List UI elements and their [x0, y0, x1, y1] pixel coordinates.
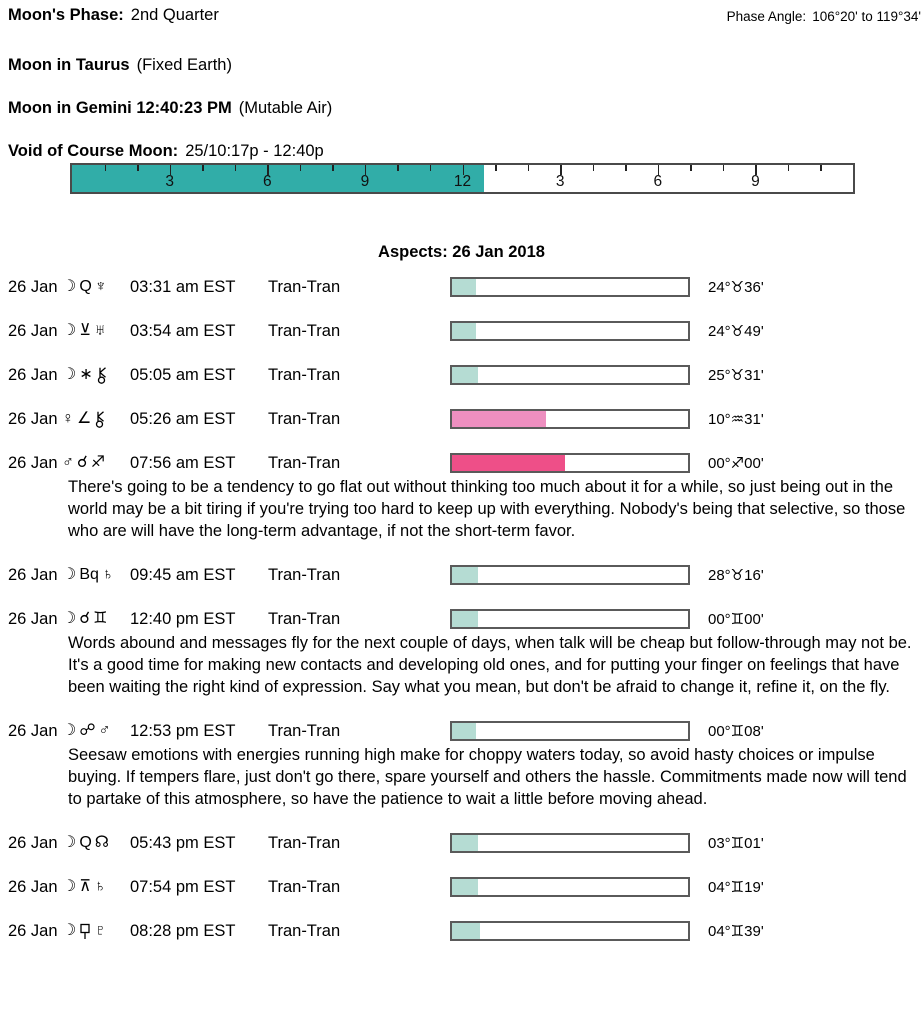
aspect-date: 26 Jan — [8, 833, 58, 852]
void-of-course-line — [8, 142, 324, 161]
aspect-date: 26 Jan — [8, 409, 58, 428]
sextile-icon: ∗ — [79, 366, 93, 383]
aspect-type: Tran-Tran — [268, 609, 341, 628]
gemini-icon: ♊ — [93, 610, 108, 627]
quintile-icon: Q — [79, 278, 92, 295]
neptune-icon: ♆ — [94, 278, 107, 295]
uranus-icon: ♅ — [94, 322, 107, 339]
biquintile-icon: Bq — [79, 566, 99, 583]
aspect-time: 08:28 pm EST — [130, 921, 236, 940]
sesquiquadrate-icon — [79, 923, 91, 940]
aspect-interpretation-text: Words abound and messages fly for the next couple of days, when talk will be cheap but follow-through may not be. It's a good time for making new contacts and developing old ones, and for putting your finger on feelings that have been waiting the right kind of expression. Say what you mean, but don't be afraid to change it, refine it, on the fly. — [68, 634, 912, 696]
aspect-orb-bar-fill — [452, 567, 478, 583]
timeline-hour-label: 3 — [165, 173, 174, 190]
aspect-orb-bar — [450, 833, 690, 853]
aspect-position: 24°♉36' — [708, 279, 764, 296]
chiron-icon — [96, 367, 107, 384]
venus-icon: ♀ — [62, 410, 74, 427]
aspect-time: 09:45 am EST — [130, 565, 236, 584]
aspect-orb-bar-fill — [452, 411, 546, 427]
aspect-time: 07:56 am EST — [130, 453, 236, 472]
aspect-date: 26 Jan — [8, 721, 58, 740]
moon-icon: ☽ — [62, 322, 77, 339]
aspect-block — [0, 920, 923, 942]
moon-icon: ☽ — [62, 366, 77, 383]
aspect-row — [0, 564, 923, 586]
moon-sign-current-line — [8, 56, 232, 75]
chiron-icon — [94, 411, 105, 428]
aspect-row — [0, 276, 923, 298]
aspect-row — [0, 452, 923, 474]
aspect-row — [0, 364, 923, 386]
aspect-block — [0, 452, 923, 542]
moon-icon: ☽ — [62, 722, 77, 739]
moon-icon: ☽ — [62, 922, 77, 939]
aspect-glyphs — [62, 879, 130, 895]
moons-phase-value: 2nd Quarter — [130, 6, 219, 24]
aspect-row — [0, 832, 923, 854]
aspect-block — [0, 320, 923, 342]
aspect-block — [0, 364, 923, 386]
aspect-position: 04°♊39' — [708, 923, 764, 940]
timeline-hour-tick — [495, 165, 497, 171]
saturn-icon: ♄ — [101, 566, 114, 583]
aspect-orb-bar — [450, 409, 690, 429]
aspect-orb-bar — [450, 453, 690, 473]
moon-sign-current: Moon in Taurus — [8, 56, 130, 74]
timeline-hour-tick — [105, 165, 107, 171]
conjunction-icon: ☌ — [79, 610, 91, 627]
aspect-type: Tran-Tran — [268, 277, 341, 296]
moon-icon: ☽ — [62, 278, 77, 295]
aspect-position: 00°♐00' — [708, 455, 764, 472]
timeline-hour-label: 3 — [555, 173, 565, 190]
void-of-course-timeline — [70, 163, 855, 194]
aspect-glyphs — [62, 323, 130, 339]
aspect-orb-bar-fill — [452, 723, 476, 739]
aspect-position: 10°♒31' — [708, 411, 764, 428]
aspect-position: 03°♊01' — [708, 835, 764, 852]
timeline-hour-tick — [788, 165, 790, 171]
phase-angle-value: 106°20' to 119°34' — [812, 9, 921, 24]
moon-sign-current-quality: (Fixed Earth) — [136, 56, 232, 74]
aspect-orb-bar — [450, 721, 690, 741]
moon-sign-next-line — [8, 99, 332, 118]
aspect-type: Tran-Tran — [268, 921, 341, 940]
aspect-row — [0, 920, 923, 942]
aspect-time: 03:54 am EST — [130, 321, 236, 340]
aspect-type: Tran-Tran — [268, 721, 341, 740]
moon-icon: ☽ — [62, 610, 77, 627]
aspect-block — [0, 832, 923, 854]
phase-angle — [727, 9, 921, 24]
timeline-hour-tick — [625, 165, 627, 171]
timeline-hour-tick — [300, 165, 302, 171]
aspect-time: 07:54 pm EST — [130, 877, 236, 896]
aspect-time: 05:05 am EST — [130, 365, 236, 384]
timeline-fill — [72, 165, 484, 192]
aspect-type: Tran-Tran — [268, 409, 341, 428]
timeline-hour-label: 6 — [262, 173, 272, 190]
moon-icon: ☽ — [62, 566, 77, 583]
aspect-row — [0, 876, 923, 898]
aspect-block — [0, 564, 923, 586]
aspect-glyphs — [62, 455, 130, 471]
aspect-orb-bar — [450, 609, 690, 629]
timeline-hour-tick — [397, 165, 399, 171]
aspect-block — [0, 876, 923, 898]
aspect-position: 00°♊00' — [708, 611, 764, 628]
aspect-date: 26 Jan — [8, 453, 58, 472]
aspect-orb-bar-fill — [452, 611, 478, 627]
aspect-block — [0, 608, 923, 698]
aspect-orb-bar-fill — [452, 323, 476, 339]
timeline-hour-tick — [528, 165, 530, 171]
north-node-icon: ☊ — [94, 834, 110, 851]
moon-sign-next: Moon in Gemini 12:40:23 PM — [8, 99, 232, 117]
aspect-orb-bar — [450, 877, 690, 897]
aspect-glyphs — [62, 367, 130, 384]
aspect-time: 12:53 pm EST — [130, 721, 236, 740]
aspect-type: Tran-Tran — [268, 833, 341, 852]
semisextile-icon: ⊻ — [79, 322, 92, 339]
moon-icon: ☽ — [62, 834, 77, 851]
moon-icon: ☽ — [62, 878, 77, 895]
mars-icon: ♂ — [98, 722, 111, 739]
aspect-block — [0, 276, 923, 298]
timeline-hour-tick — [235, 165, 237, 171]
timeline-hour-tick — [430, 165, 432, 171]
timeline-hour-tick — [820, 165, 822, 171]
void-of-course-value: 25/10:17p - 12:40p — [185, 142, 324, 160]
aspect-type: Tran-Tran — [268, 321, 341, 340]
aspect-time: 05:26 am EST — [130, 409, 236, 428]
mars-icon: ♂ — [62, 454, 74, 471]
quintile-icon: Q — [79, 834, 92, 851]
aspect-glyphs — [62, 279, 130, 295]
saturn-icon: ♄ — [94, 878, 107, 895]
aspect-row — [0, 320, 923, 342]
aspect-row — [0, 608, 923, 630]
aspect-row — [0, 720, 923, 742]
quincunx-icon: ⊼ — [79, 878, 92, 895]
moons-phase-label: Moon's Phase: — [8, 6, 124, 24]
aspect-orb-bar — [450, 321, 690, 341]
aspect-orb-bar-fill — [452, 455, 565, 471]
timeline-hour-label: 12 — [453, 173, 472, 190]
timeline-hour-label: 9 — [751, 173, 760, 190]
moon-sign-next-quality: (Mutable Air) — [238, 99, 333, 117]
timeline-hour-tick — [690, 165, 692, 171]
opposition-icon: ☍ — [79, 722, 96, 739]
aspect-orb-bar-fill — [452, 835, 478, 851]
aspect-interpretation-text: Seesaw emotions with energies running high make for choppy waters today, so avoid hasty choices or impulse buying. If tempers flare, just don't go there, spare yourself and others the hassle. Commitments made now will tend to partake of this atmosphere, so have the patience to wait a little before moving ahead. — [68, 746, 907, 808]
aspect-glyphs — [62, 411, 130, 428]
aspect-time: 03:31 am EST — [130, 277, 236, 296]
aspect-time: 05:43 pm EST — [130, 833, 236, 852]
aspect-glyphs — [62, 835, 130, 851]
aspect-glyphs — [62, 567, 130, 583]
aspect-row — [0, 408, 923, 430]
aspect-position: 24°♉49' — [708, 323, 764, 340]
aspect-type: Tran-Tran — [268, 565, 341, 584]
timeline-hour-label: 6 — [653, 173, 663, 190]
timeline-hour-tick — [202, 165, 204, 171]
aspect-orb-bar — [450, 365, 690, 385]
timeline-hour-tick — [723, 165, 725, 171]
aspect-date: 26 Jan — [8, 609, 58, 628]
aspect-glyphs — [62, 611, 130, 627]
aspect-type: Tran-Tran — [268, 453, 341, 472]
aspect-date: 26 Jan — [8, 365, 58, 384]
timeline-hour-label: 9 — [360, 173, 370, 190]
aspect-type: Tran-Tran — [268, 877, 341, 896]
aspects-title: Aspects: 26 Jan 2018 — [378, 243, 545, 261]
aspect-orb-bar-fill — [452, 879, 478, 895]
aspect-position: 25°♉31' — [708, 367, 764, 384]
aspect-date: 26 Jan — [8, 277, 58, 296]
aspect-time: 12:40 pm EST — [130, 609, 236, 628]
timeline-hour-tick — [137, 165, 139, 171]
aspect-date: 26 Jan — [8, 921, 58, 940]
aspect-orb-bar-fill — [452, 279, 476, 295]
aspect-type: Tran-Tran — [268, 365, 341, 384]
aspect-position: 28°♉16' — [708, 567, 764, 584]
timeline-hour-tick — [332, 165, 334, 171]
aspect-position: 00°♊08' — [708, 723, 764, 740]
phase-angle-label: Phase Angle: — [726, 9, 807, 24]
aspect-orb-bar-fill — [452, 367, 478, 383]
conjunction-icon: ☌ — [77, 454, 88, 471]
aspect-block — [0, 720, 923, 810]
pluto-icon: ♇ — [94, 922, 107, 939]
timeline-hour-tick — [593, 165, 595, 171]
aspect-glyphs — [62, 923, 130, 940]
semisquare-icon: ∠ — [77, 410, 92, 427]
aspect-date: 26 Jan — [8, 321, 58, 340]
aspect-date: 26 Jan — [8, 565, 58, 584]
moons-phase-line — [8, 6, 219, 25]
aspect-date: 26 Jan — [8, 877, 58, 896]
aspects-list — [0, 276, 923, 964]
aspect-orb-bar — [450, 277, 690, 297]
aspect-position: 04°♊19' — [708, 879, 764, 896]
void-of-course-label: Void of Course Moon: — [8, 142, 179, 160]
aspect-block — [0, 408, 923, 430]
aspect-orb-bar — [450, 921, 690, 941]
aspect-orb-bar — [450, 565, 690, 585]
aspect-orb-bar-fill — [452, 923, 480, 939]
aspect-interpretation-text: There's going to be a tendency to go flat out without thinking too much about it for a while, so just being out in the world may be a bit tiring if you're trying too hard to keep up with everything. Nobody's being that selective, so those who are will have the long-term advantage, if not the short-term favor. — [68, 478, 906, 540]
sagittarius-icon: ♐ — [90, 454, 106, 471]
aspect-glyphs — [62, 723, 130, 739]
